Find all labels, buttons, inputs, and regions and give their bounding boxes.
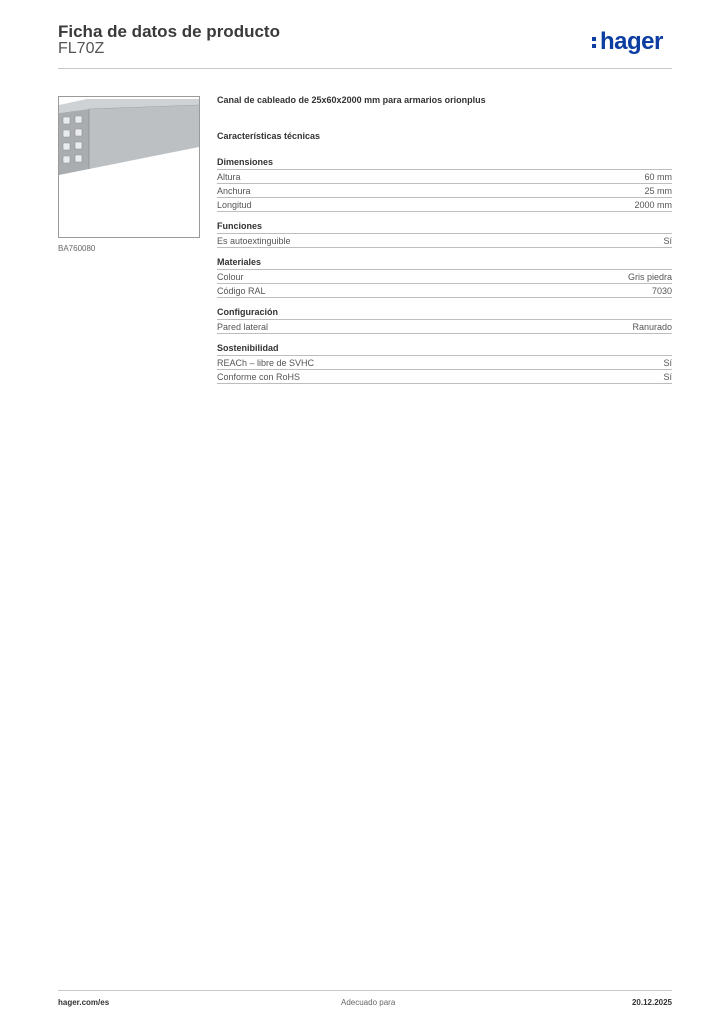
spec-row	[217, 370, 672, 384]
footer-website-link[interactable]: hager.com/es	[58, 998, 110, 1007]
section-title: Funciones	[217, 220, 672, 234]
logo-dots-icon	[592, 34, 598, 51]
footer-date: 20.12.2025	[631, 998, 672, 1007]
spec-label: Longitud	[217, 200, 252, 210]
product-code: FL70Z	[58, 40, 105, 57]
spec-row	[217, 184, 672, 198]
spec-row	[217, 284, 672, 298]
spec-label: Es autoextinguible	[217, 236, 291, 246]
section-title: Sostenibilidad	[217, 342, 672, 356]
spec-label: Código RAL	[217, 286, 266, 296]
spec-label: Anchura	[217, 186, 251, 196]
spec-value: 25 mm	[644, 186, 672, 196]
spec-row	[217, 270, 672, 284]
technical-characteristics-title: Características técnicas	[217, 131, 321, 141]
footer-suitable-for: Adecuado para	[341, 998, 396, 1007]
product-image	[58, 96, 200, 238]
spec-value: Gris piedra	[627, 272, 672, 282]
spec-label: Altura	[217, 172, 241, 182]
spec-row	[217, 170, 672, 184]
cable-duct-image	[59, 97, 199, 237]
footer-divider	[58, 990, 672, 991]
page-title: Ficha de datos de producto	[58, 22, 280, 41]
section-title: Dimensiones	[217, 156, 672, 170]
section-materiales	[217, 256, 672, 298]
spec-row	[217, 198, 672, 212]
section-title: Configuración	[217, 306, 672, 320]
section-configuracion	[217, 306, 672, 334]
spec-value: Sí	[663, 358, 672, 368]
spec-row	[217, 356, 672, 370]
spec-row	[217, 234, 672, 248]
product-details	[217, 94, 672, 392]
product-description: Canal de cableado de 25x60x2000 mm para armarios orionplus	[217, 95, 486, 105]
logo-text: hager	[600, 28, 663, 55]
spec-label: Pared lateral	[217, 322, 269, 332]
section-funciones	[217, 220, 672, 248]
spec-value: 60 mm	[644, 172, 672, 182]
spec-label: REACh – libre de SVHC	[217, 358, 315, 368]
spec-label: Colour	[217, 272, 244, 282]
spec-label: Conforme con RoHS	[217, 372, 301, 382]
hager-logo[interactable]	[592, 28, 663, 56]
header-divider	[58, 68, 672, 69]
spec-value: 2000 mm	[634, 200, 672, 210]
spec-value: 7030	[651, 286, 672, 296]
section-title: Materiales	[217, 256, 672, 270]
spec-value: Sí	[663, 372, 672, 382]
section-dimensiones	[217, 156, 672, 212]
spec-row	[217, 320, 672, 334]
section-sostenibilidad	[217, 342, 672, 384]
spec-value: Sí	[663, 236, 672, 246]
image-caption: BA760080	[58, 244, 96, 253]
spec-value: Ranurado	[632, 322, 672, 332]
